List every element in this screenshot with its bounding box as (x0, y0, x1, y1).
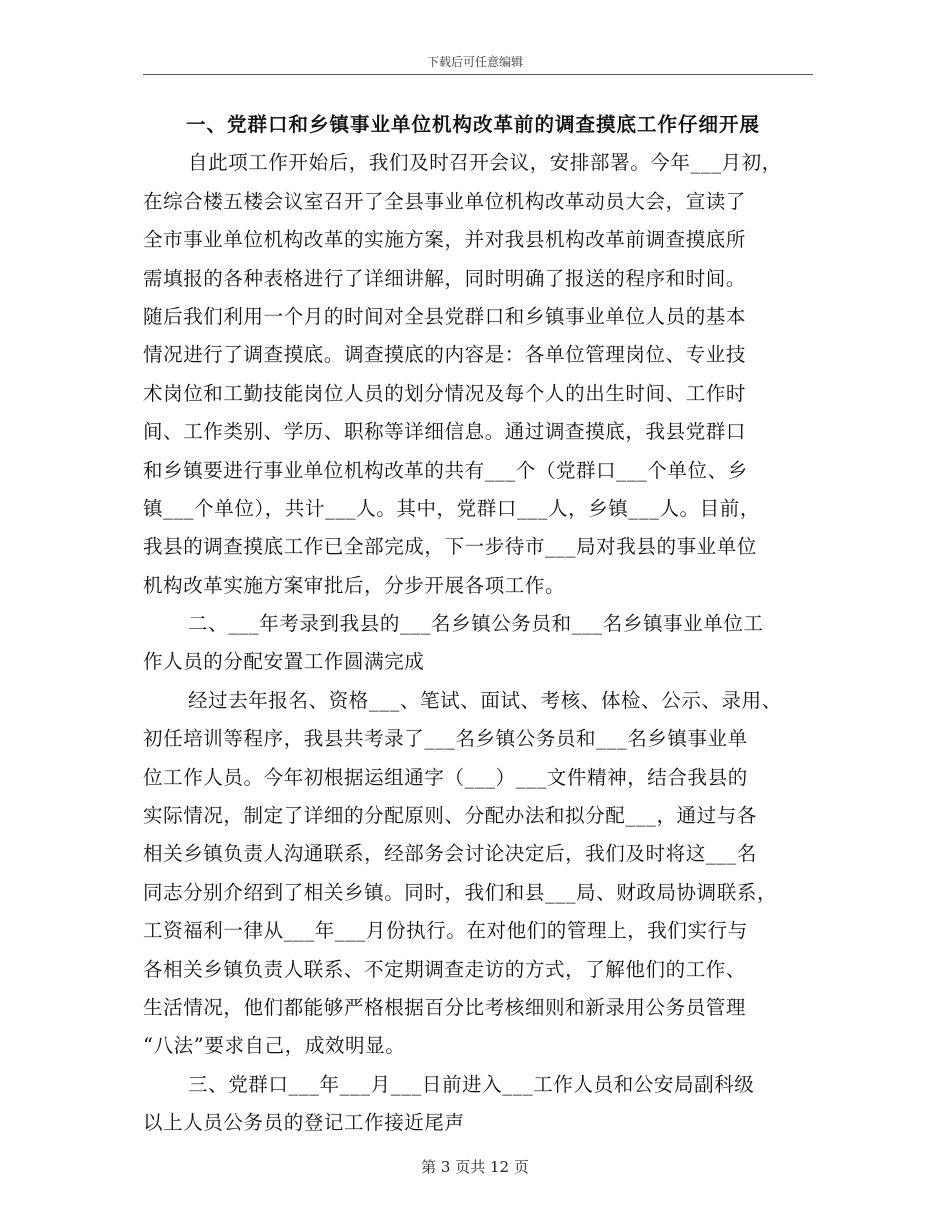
paragraph-line: 同志分别介绍到了相关乡镇。同时，我们和县___局、财政局协调联系， (143, 880, 778, 904)
header-note: 下载后可任意编辑 (426, 55, 523, 69)
paragraph-line: 工资福利一律从___年___月份执行。在对他们的管理上，我们实行与 (143, 919, 748, 943)
paragraph-line: 随后我们利用一个月的时间对全县党群口和乡镇事业单位人员的基本 (143, 304, 747, 328)
section-heading-2-cont: 作人员的分配安置工作圆满完成 (143, 650, 425, 674)
section-heading-2: 二、___年考录到我县的___名乡镇公务员和___名乡镇事业单位工 (188, 612, 764, 636)
paragraph-line: 间、工作类别、学历、职称等详细信息。通过调查摸底，我县党群口 (143, 420, 747, 444)
paragraph-line: 需填报的各种表格进行了详细讲解，同时明确了报送的程序和时间。 (143, 266, 747, 290)
paragraph-line: 全市事业单位机构改革的实施方案，并对我县机构改革前调查摸底所 (143, 228, 747, 252)
paragraph-line: 相关乡镇负责人沟通联系，经部务会讨论决定后，我们及时将这___名 (143, 842, 757, 866)
paragraph-line: 实际情况，制定了详细的分配原则、分配办法和拟分配___，通过与各 (143, 804, 757, 828)
paragraph-line: 和乡镇要进行事业单位机构改革的共有___个（党群口___个单位、乡 (143, 458, 748, 482)
section-heading-3: 三、党群口___年___月___日前进入___工作人员和公安局副科级 (188, 1072, 755, 1096)
paragraph-line: 机构改革实施方案审批后，分步开展各项工作。 (143, 573, 566, 597)
section-heading-3-cont: 以上人员公务员的登记工作接近尾声 (143, 1111, 465, 1135)
paragraph-line: 镇___个单位），共计___人。其中，党群口___人，乡镇___人。目前， (143, 496, 760, 520)
paragraph-line: 生活情况，他们都能够严格根据百分比考核细则和新录用公务员管理 (143, 995, 747, 1019)
header-divider (143, 74, 813, 75)
page-number: 第 3 页共 12 页 (421, 1158, 529, 1176)
paragraph-line: 各相关乡镇负责人联系、不定期调查走访的方式，了解他们的工作、 (143, 957, 747, 981)
document-body (143, 106, 833, 1143)
paragraph-line: 术岗位和工勤技能岗位人员的划分情况及每个人的出生时间、工作时 (143, 381, 747, 405)
section-heading-1: 一、党群口和乡镇事业单位机构改革前的调查摸底工作仔细开展 (186, 113, 761, 136)
paragraph-line: 在综合楼五楼会议室召开了全县事业单位机构改革动员大会，宣读了 (143, 189, 747, 213)
paragraph-line: 经过去年报名、资格___、笔试、面试、考核、体检、公示、录用、 (188, 688, 782, 712)
paragraph-line: 自此项工作开始后，我们及时召开会议，安排部署。今年___月初， (188, 151, 782, 175)
paragraph-line: 情况进行了调查摸底。调查摸底的内容是：各单位管理岗位、专业技 (143, 343, 747, 367)
paragraph-line: “八法”要求自己，成效明显。 (143, 1034, 406, 1058)
paragraph-line: 位工作人员。今年初根据运组通字（___）___文件精神，结合我县的 (143, 765, 748, 789)
paragraph-line: 我县的调查摸底工作已全部完成，下一步待市___局对我县的事业单位 (143, 535, 757, 559)
paragraph-line: 初任培训等程序，我县共考录了___名乡镇公务员和___名乡镇事业单 (143, 727, 748, 751)
